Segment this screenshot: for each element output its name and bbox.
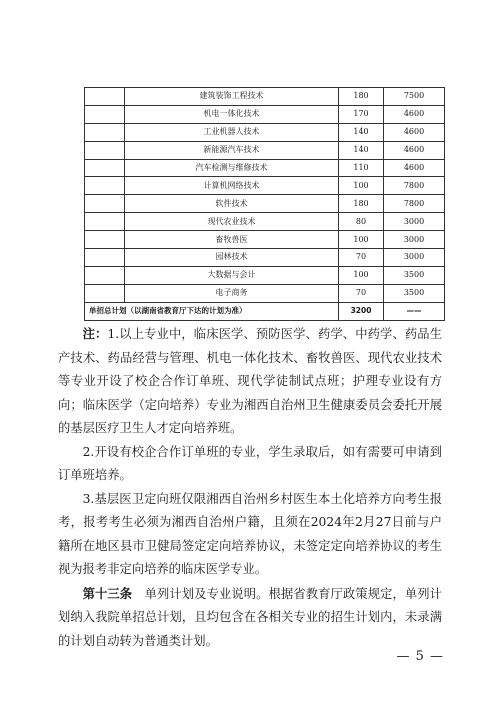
major-name-cell: 汽车检测与维修技术 <box>125 159 339 177</box>
table-row <box>85 105 445 123</box>
category-cell <box>85 141 125 159</box>
category-cell <box>85 213 125 231</box>
notes-label: 注： <box>82 326 108 341</box>
plan-count-cell: 80 <box>339 213 384 231</box>
note-3: 3.基层医卫定向班仅限湘西自治州乡村医生本土化培养方向考生报考，报考考生必须为湘西自治州户籍，且须在2024年2月27日前与户籍所在地区县市卫健局签定定向培养协议，未签定定向培养协议的考生视为报考非定向培养的临床医学专业。 <box>58 491 442 576</box>
category-cell <box>85 249 125 267</box>
category-cell <box>85 159 125 177</box>
table-row <box>85 284 445 302</box>
major-name-cell: 建筑装饰工程技术 <box>125 88 339 106</box>
plan-count-cell: 100 <box>339 231 384 249</box>
category-cell <box>85 88 125 106</box>
note-1: 注：1.以上专业中，临床医学、预防医学、药学、中药学、药品生产技术、药品经营与管理、机电一体化技术、畜牧兽医、现代农业技术等专业开设了校企合作订单班、现代学徒制试点班；护理专业设有方向；临床医学（定向培养）专业为湘西自治州卫生健康委员会委托开展的基层医疗卫生人才定向培养班。 <box>58 326 442 435</box>
major-name-cell: 新能源汽车技术 <box>125 141 339 159</box>
table-row <box>85 123 445 141</box>
category-cell <box>85 195 125 213</box>
tuition-cell: 4600 <box>384 159 445 177</box>
plan-count-cell: 180 <box>339 195 384 213</box>
plan-count-cell: 180 <box>339 88 384 106</box>
table-row <box>85 195 445 213</box>
major-name-cell: 机电一体化技术 <box>125 105 339 123</box>
table-row <box>85 88 445 106</box>
category-cell <box>85 123 125 141</box>
table-row <box>85 266 445 284</box>
tuition-cell: 3000 <box>384 213 445 231</box>
plan-count-cell: 170 <box>339 105 384 123</box>
page-number: — 5 — <box>396 649 444 664</box>
summary-plan: 3200 <box>339 302 384 320</box>
plan-count-cell: 70 <box>339 284 384 302</box>
major-name-cell: 工业机器人技术 <box>125 123 339 141</box>
plan-count-cell: 100 <box>339 177 384 195</box>
tuition-cell: 4600 <box>384 105 445 123</box>
summary-label: 单招总计划（以湖南省教育厅下达的计划为准） <box>85 302 339 320</box>
plan-count-cell: 70 <box>339 249 384 267</box>
note-2: 2.开设有校企合作订单班的专业，学生录取后，如有需要可申请到订单班培养。 <box>58 444 442 482</box>
plan-count-cell: 140 <box>339 141 384 159</box>
major-name-cell: 电子商务 <box>125 284 339 302</box>
major-name-cell: 畜牧兽医 <box>125 231 339 249</box>
table-row <box>85 177 445 195</box>
summary-fee: —— <box>384 302 445 320</box>
table-row <box>85 213 445 231</box>
article-13: 第十三条 单列计划及专业说明。根据省教育厅政策规定，单列计划纳入我院单招总计划，且均包含在各相关专业的招生计划内，未录满的计划自动转为普通类计划。 <box>58 585 442 648</box>
category-cell <box>85 266 125 284</box>
tuition-cell: 3000 <box>384 249 445 267</box>
notes-section <box>58 322 442 653</box>
tuition-cell: 3500 <box>384 266 445 284</box>
category-cell <box>85 105 125 123</box>
table-row <box>85 141 445 159</box>
category-cell <box>85 177 125 195</box>
article-label: 第十三条 <box>82 585 133 601</box>
tuition-cell: 4600 <box>384 141 445 159</box>
major-name-cell: 软件技术 <box>125 195 339 213</box>
tuition-cell: 7800 <box>384 177 445 195</box>
major-name-cell: 计算机网络技术 <box>125 177 339 195</box>
table-row <box>85 231 445 249</box>
tuition-cell: 7800 <box>384 195 445 213</box>
tuition-cell: 4600 <box>384 123 445 141</box>
plan-count-cell: 110 <box>339 159 384 177</box>
table-row <box>85 249 445 267</box>
tuition-cell: 3500 <box>384 284 445 302</box>
major-name-cell: 现代农业技术 <box>125 213 339 231</box>
major-name-cell: 大数据与会计 <box>125 266 339 284</box>
category-cell <box>85 284 125 302</box>
major-name-cell: 园林技术 <box>125 249 339 267</box>
plan-count-cell: 100 <box>339 266 384 284</box>
plan-count-cell: 140 <box>339 123 384 141</box>
category-cell <box>85 231 125 249</box>
enrollment-plan-table <box>84 87 445 321</box>
table-row <box>85 159 445 177</box>
summary-row <box>85 302 445 320</box>
tuition-cell: 3000 <box>384 231 445 249</box>
table-body <box>85 88 445 321</box>
tuition-cell: 7500 <box>384 88 445 106</box>
